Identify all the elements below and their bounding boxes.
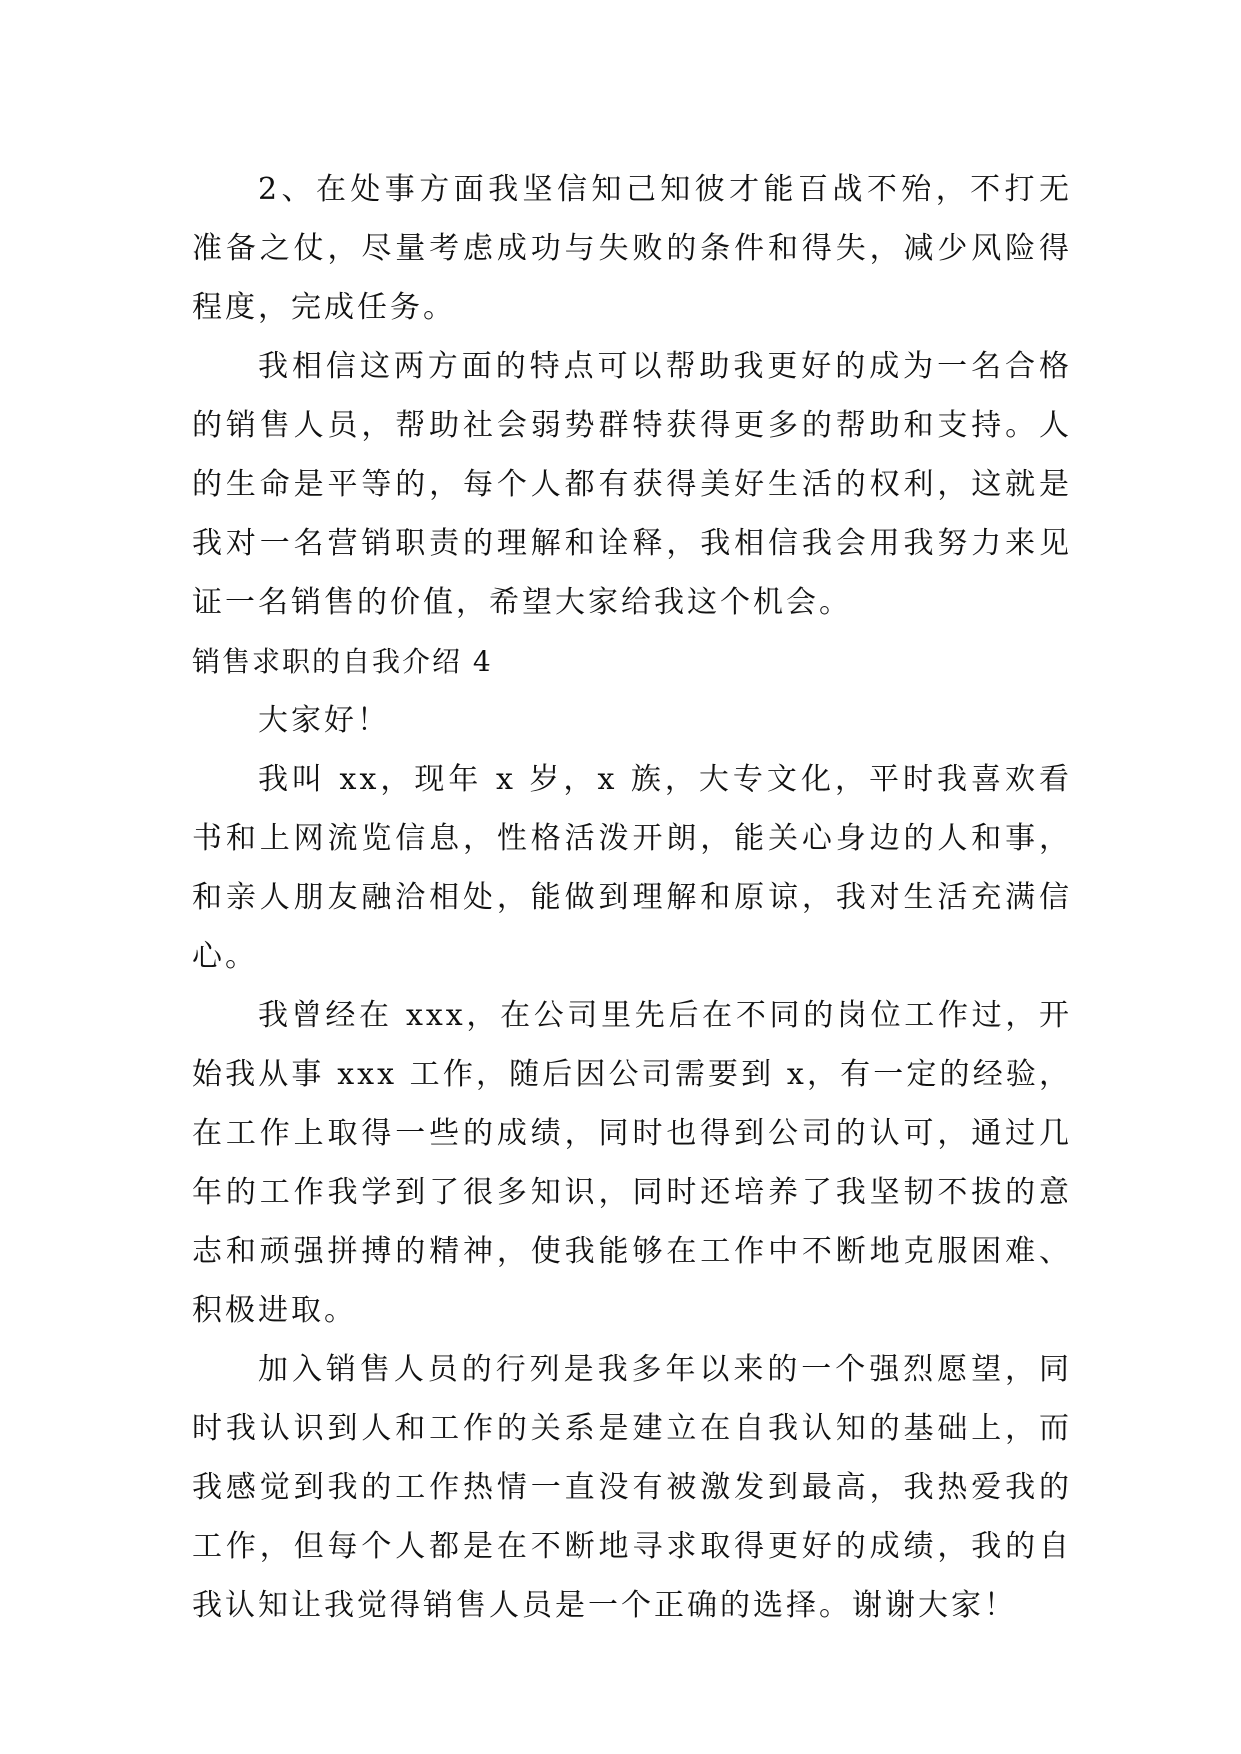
paragraph-personal-info: 我叫 xx，现年 x 岁，x 族，大专文化，平时我喜欢看书和上网流览信息，性格活泼开朗，能关心身边的人和事，和亲人朋友融洽相处，能做到理解和原谅，我对生活充满信心。 [192, 762, 1072, 974]
paragraph-work-experience: 我曾经在 xxx，在公司里先后在不同的岗位工作过，开始我从事 xxx 工作，随后因公司需要到 x，有一定的经验，在工作上取得一些的成绩，同时也得到公司的认可，通过几年的工作我学到了很多知识，同时还培养了我坚韧不拔的意志和顽强拼搏的精神，使我能够在工作中不断地克服困难、积极进取。 [192, 998, 1072, 1328]
paragraph-greeting: 大家好！ [258, 703, 390, 738]
paragraph-belief: 我相信这两方面的特点可以帮助我更好的成为一名合格的销售人员，帮助社会弱势群特获得更多的帮助和支持。人的生命是平等的，每个人都有获得美好生活的权利，这就是我对一名营销职责的理解和诠释，我相信我会用我努力来见证一名销售的价值，希望大家给我这个机会。 [192, 349, 1072, 620]
paragraph-motivation: 加入销售人员的行列是我多年以来的一个强烈愿望，同时我认识到人和工作的关系是建立在自我认知的基础上，而我感觉到我的工作热情一直没有被激发到最高，我热爱我的工作，但每个人都是在不断地寻求取得更好的成绩，我的自我认知让我觉得销售人员是一个正确的选择。谢谢大家！ [192, 1352, 1072, 1623]
paragraph-handling-affairs: 2、在处事方面我坚信知己知彼才能百战不殆，不打无准备之仗，尽量考虑成功与失败的条件和得失，减少风险得程度，完成任务。 [192, 172, 1072, 325]
document-body [192, 160, 1072, 1635]
section-title: 销售求职的自我介绍 4 [192, 645, 493, 678]
